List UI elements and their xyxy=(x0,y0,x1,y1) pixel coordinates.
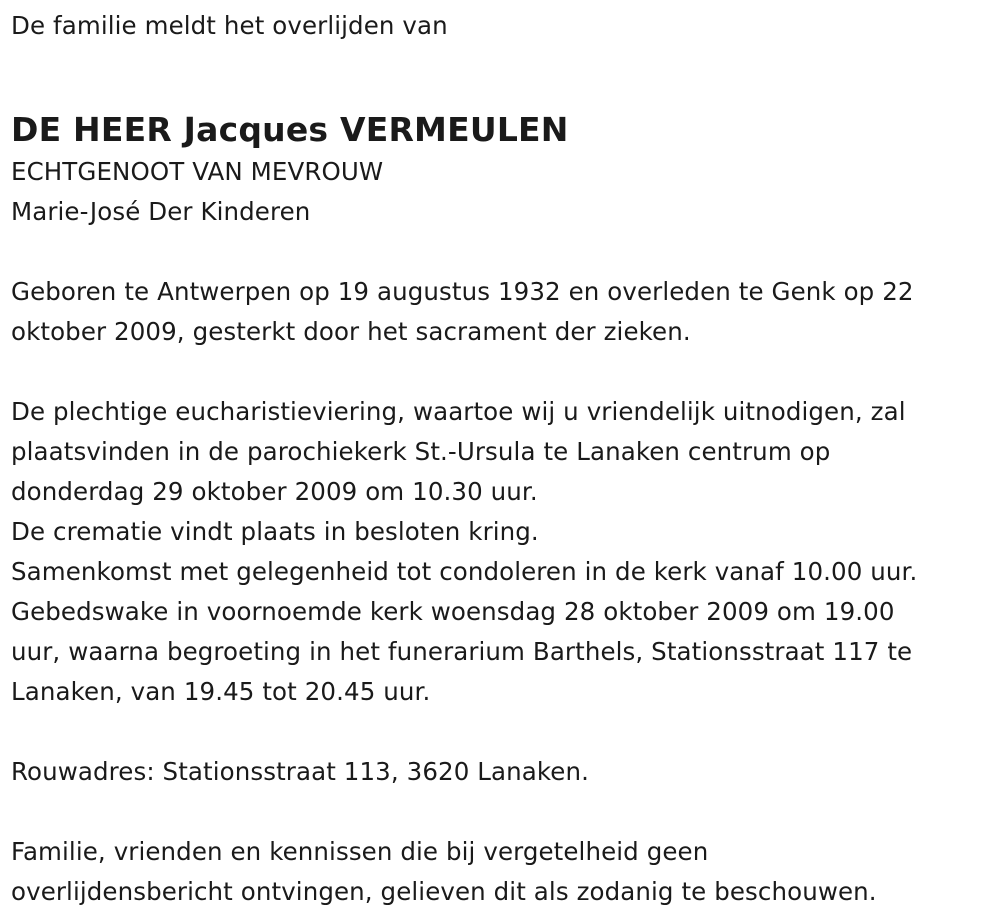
paragraph-line: Lanaken, van 19.45 tot 20.45 uur. xyxy=(11,677,431,706)
paragraph-line: Geboren te Antwerpen op 19 augustus 1932 en overleden te Genk op 22 xyxy=(11,277,914,306)
death-notice xyxy=(11,0,996,912)
mourning-address: Rouwadres: Stationsstraat 113, 3620 Lanaken. xyxy=(11,757,589,786)
paragraph-line: oktober 2009, gesterkt door het sacrament der zieken. xyxy=(11,317,691,346)
intro-text: De familie meldt het overlijden van xyxy=(11,11,448,40)
closing-paragraph xyxy=(11,832,996,912)
spacer xyxy=(11,792,996,832)
paragraph-line: De plechtige eucharistieviering, waartoe wij u vriendelijk uitnodigen, zal xyxy=(11,397,906,426)
ceremony-paragraph xyxy=(11,392,996,712)
spacer xyxy=(11,232,996,272)
paragraph-line: overlijdensbericht ontvingen, gelieven dit als zodanig te beschouwen. xyxy=(11,877,877,906)
paragraph-line: Samenkomst met gelegenheid tot condoleren in de kerk vanaf 10.00 uur. xyxy=(11,557,918,586)
paragraph-line: De crematie vindt plaats in besloten kring. xyxy=(11,517,539,546)
spacer xyxy=(11,712,996,752)
birth-death-paragraph xyxy=(11,272,996,352)
deceased-name: DE HEER Jacques VERMEULEN xyxy=(11,110,569,149)
paragraph-line: Familie, vrienden en kennissen die bij vergetelheid geen xyxy=(11,837,709,866)
paragraph-line: Gebedswake in voornoemde kerk woensdag 28 oktober 2009 om 19.00 xyxy=(11,597,895,626)
spouse-title: ECHTGENOOT VAN MEVROUW xyxy=(11,157,384,186)
spacer xyxy=(11,352,996,392)
paragraph-line: plaatsvinden in de parochiekerk St.-Ursula te Lanaken centrum op xyxy=(11,437,831,466)
paragraph-line: uur, waarna begroeting in het funerarium Barthels, Stationsstraat 117 te xyxy=(11,637,913,666)
paragraph-line: donderdag 29 oktober 2009 om 10.30 uur. xyxy=(11,477,538,506)
spouse-name: Marie-José Der Kinderen xyxy=(11,197,311,226)
